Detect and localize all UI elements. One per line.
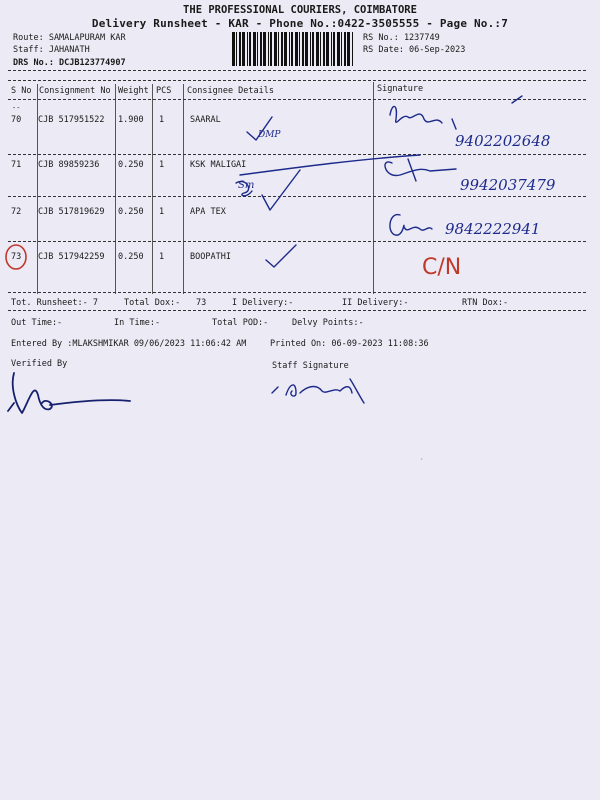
i-delivery: I Delivery:- xyxy=(232,298,294,308)
runsheet-subtitle: Delivery Runsheet - KAR - Phone No.:0422-3505555 - Page No.:7 xyxy=(91,17,509,30)
total-pod: Total POD:- xyxy=(212,318,269,328)
handwriting-overlay xyxy=(0,95,600,295)
barcode-bar xyxy=(347,32,350,66)
ii-delivery: II Delivery:- xyxy=(342,298,409,308)
table-row-weight: 1.900 xyxy=(118,115,144,125)
in-time: In Time:- xyxy=(114,318,161,328)
delvy-points: Delvy Points:- xyxy=(292,318,364,328)
barcode-bar xyxy=(299,32,300,66)
signature-scribble xyxy=(390,215,432,236)
barcode-bar xyxy=(305,32,308,66)
barcode-bar xyxy=(281,32,283,66)
table-row-consignee: APA TEX xyxy=(190,207,226,217)
rs-date: RS Date: 06-Sep-2023 xyxy=(363,45,466,55)
phone-handwriting: 9402202648 xyxy=(455,132,551,150)
phone-handwriting: 9842222941 xyxy=(445,220,541,238)
barcode-bar xyxy=(260,32,262,66)
divider xyxy=(8,80,586,81)
divider xyxy=(8,70,586,71)
long-stroke xyxy=(240,155,420,175)
barcode-bar xyxy=(257,32,258,66)
dash-mark: -- xyxy=(12,104,21,112)
total-dox-value: 73 xyxy=(196,298,207,308)
barcode-bar xyxy=(337,32,340,66)
sm-mark: Sm xyxy=(238,180,255,191)
barcode-bar xyxy=(344,32,346,66)
table-row-sno: 73 xyxy=(11,252,22,262)
table-row-consignment: CJB 89859236 xyxy=(38,160,100,170)
table-row-pcs: 1 xyxy=(159,207,165,217)
barcode-bar xyxy=(302,32,304,66)
barcode-bar xyxy=(320,32,321,66)
entered-by: Entered By :MLAKSHMIKAR 09/06/2023 11:06:42 AM xyxy=(11,339,247,349)
table-row-pcs: 1 xyxy=(159,252,165,262)
barcode-bar xyxy=(352,32,353,66)
dmp-mark: DMP xyxy=(258,130,281,140)
barcode-bar xyxy=(295,32,298,66)
staff-label: Staff: JAHANATH xyxy=(13,45,90,55)
barcode-bar xyxy=(236,32,237,66)
table-row-weight: 0.250 xyxy=(118,207,144,217)
signatures-bottom xyxy=(0,365,400,435)
scan-speck: · xyxy=(420,456,424,463)
total-dox-label: Total Dox:- xyxy=(124,298,181,308)
barcode xyxy=(230,32,356,66)
barcode-bar xyxy=(278,32,279,66)
col-header-sno: S No xyxy=(11,86,32,96)
barcode-bar xyxy=(323,32,325,66)
staff-signature-label: Staff Signature xyxy=(272,361,349,371)
barcode-bar xyxy=(232,32,235,66)
table-row-consignment: CJB 517942259 xyxy=(38,252,105,262)
barcode-bar xyxy=(268,32,269,66)
drs-number: DRS No.: DCJB123774907 xyxy=(13,58,126,68)
table-row-weight: 0.250 xyxy=(118,252,144,262)
barcode-bar xyxy=(284,32,287,66)
rtn-dox: RTN Dox:- xyxy=(462,298,509,308)
verified-by-label: Verified By xyxy=(11,359,68,369)
barcode-bar xyxy=(316,32,319,66)
barcode-bar xyxy=(310,32,311,66)
printed-on: Printed On: 06-09-2023 11:08:36 xyxy=(270,339,429,349)
barcode-bar xyxy=(289,32,290,66)
barcode-bar xyxy=(291,32,293,66)
barcode-bar xyxy=(341,32,342,66)
table-row-pcs: 1 xyxy=(159,115,165,125)
barcode-bar xyxy=(333,32,335,66)
col-header-signature: Signature xyxy=(377,84,424,94)
route-label: Route: SAMALAPURAM KAR xyxy=(13,33,126,43)
barcode-bar xyxy=(247,32,248,66)
rs-number: RS No.: 1237749 xyxy=(363,33,440,43)
barcode-bar xyxy=(326,32,329,66)
table-row-sno: 72 xyxy=(11,207,22,217)
red-circle xyxy=(6,245,26,269)
divider xyxy=(8,310,586,311)
checkmark-icon xyxy=(266,245,296,267)
signature-scribble xyxy=(385,159,456,181)
barcode-bar xyxy=(270,32,272,66)
barcode-bar xyxy=(263,32,266,66)
checkmark-icon xyxy=(262,170,300,210)
signature-scribble xyxy=(390,106,456,129)
col-header-pcs: PCS xyxy=(156,86,172,96)
table-row-consignment: CJB 517951522 xyxy=(38,115,105,125)
barcode-bar xyxy=(239,32,241,66)
long-stroke xyxy=(512,96,522,103)
staff-signature xyxy=(272,379,364,403)
col-header-consignee: Consignee Details xyxy=(187,86,274,96)
company-title: THE PROFESSIONAL COURIERS, COIMBATORE xyxy=(183,4,417,16)
table-row-consignment: CJB 517819629 xyxy=(38,207,105,217)
barcode-bar xyxy=(274,32,277,66)
tot-runsheet: Tot. Runsheet:- 7 xyxy=(11,298,98,308)
barcode-bar xyxy=(331,32,332,66)
cn-mark: C/N xyxy=(422,255,462,280)
verified-signature xyxy=(8,373,130,413)
phone-handwriting: 9942037479 xyxy=(460,176,556,194)
table-row-consignee: SAARAL xyxy=(190,115,221,125)
col-header-weight: Weight xyxy=(118,86,149,96)
barcode-bar xyxy=(249,32,251,66)
barcode-bar xyxy=(312,32,314,66)
out-time: Out Time:- xyxy=(11,318,63,328)
table-row-consignee: BOOPATHI xyxy=(190,252,231,262)
table-row-pcs: 1 xyxy=(159,160,165,170)
table-row-sno: 70 xyxy=(11,115,22,125)
barcode-bar xyxy=(242,32,245,66)
col-header-consignment: Consignment No xyxy=(39,86,111,96)
table-row-weight: 0.250 xyxy=(118,160,144,170)
table-row-sno: 71 xyxy=(11,160,22,170)
barcode-bar xyxy=(253,32,256,66)
table-row-consignee: KSK MALIGAI xyxy=(190,160,247,170)
